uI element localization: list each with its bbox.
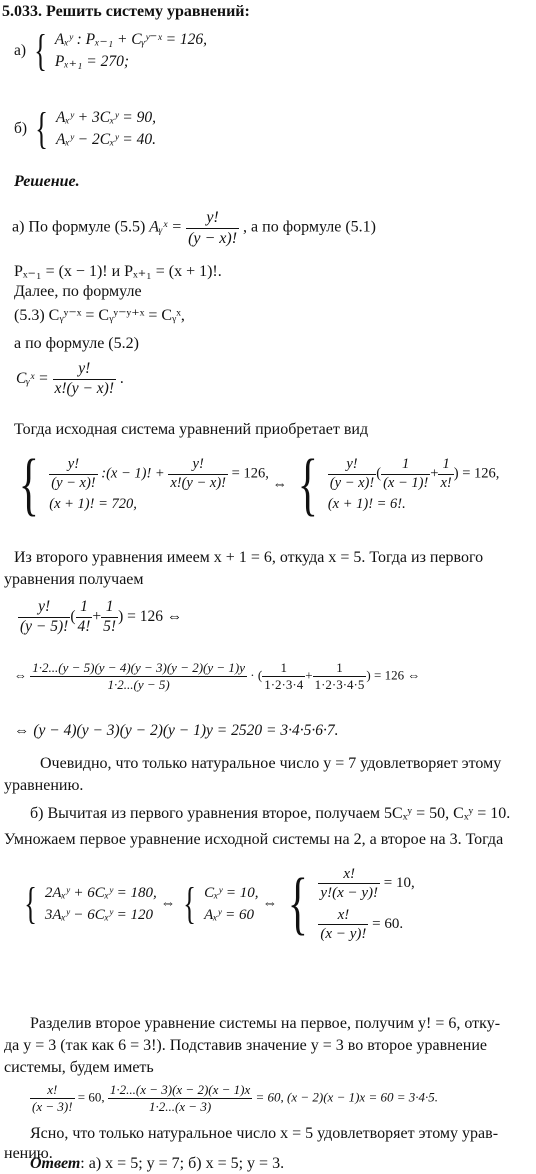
- iff-symbol: ⇔: [272, 476, 287, 493]
- equation: 2Aₓʸ + 6Cₓʸ = 180,: [44, 885, 157, 902]
- numerator: y!: [18, 598, 70, 618]
- numerator: 1: [438, 456, 453, 475]
- line-16: системы, будем иметь: [4, 1059, 154, 1076]
- fraction: [108, 1082, 252, 1115]
- fraction: [313, 660, 367, 693]
- line-15: да y = 3 (так как 6 = 3!). Подставив значение y = 3 во второе уравнение: [4, 1037, 488, 1054]
- equation: Aₓʸ = 60: [204, 906, 254, 923]
- line-7: Тогда исходная система уравнений приобретает вид: [14, 421, 369, 438]
- text: а) По формуле (5.5): [12, 218, 146, 236]
- line-14: Разделив второе уравнение системы на первое, получим y! = 6, отку-: [30, 1015, 501, 1032]
- brace-icon: {: [297, 446, 318, 523]
- line-4: (5.3) Cᵧʸ⁻ˣ = Cᵧʸ⁻ʸ⁺ˣ = Cᵧˣ,: [14, 307, 185, 324]
- denominator: 4!: [77, 617, 91, 635]
- text: ·: [250, 667, 255, 683]
- denominator: x!(y − x)!: [170, 475, 227, 492]
- text: +: [305, 667, 313, 683]
- text: = 60, (x − 2)(x − 1)x = 60 = 3·4·5.: [255, 1089, 438, 1105]
- system-a-label: а): [14, 41, 27, 59]
- brace-icon: {: [24, 879, 37, 929]
- text: .: [119, 369, 124, 387]
- numerator: y!: [328, 456, 376, 475]
- numerator: 1·2...(y − 5)(y − 4)(y − 3)(y − 2)(y − 1)y: [32, 660, 246, 675]
- numerator: y!: [186, 208, 239, 229]
- denominator: x!(y − x)!: [54, 379, 114, 397]
- line-5: а по формуле (5.2): [14, 335, 139, 352]
- brace-icon: {: [183, 879, 197, 929]
- denominator: 1·2·3·4·5: [314, 676, 365, 692]
- formula-lhs: Aᵧˣ =: [149, 218, 183, 236]
- text: :(x − 1)! +: [101, 465, 165, 482]
- denominator: (x − 1)!: [383, 475, 429, 492]
- numerator: y!: [53, 360, 117, 380]
- fraction: [438, 456, 453, 492]
- line-2: Pₓ₋₁ = (x − 1)! и Pₓ₊₁ = (x + 1)!.: [14, 263, 222, 280]
- iff-symbol: ⇔: [262, 895, 278, 912]
- equation-e3: ⇔ (y − 4)(y − 3)(y − 2)(y − 1)y = 2520 = 3·4·5·6·7.: [14, 722, 339, 739]
- denominator: y!(x − y)!: [320, 885, 378, 902]
- numerator: 1: [313, 660, 367, 677]
- text: = 10,: [383, 875, 415, 892]
- fraction: [49, 456, 97, 492]
- numerator: 1: [262, 660, 305, 677]
- line-18: нению.: [4, 1145, 53, 1162]
- numerator: y!: [49, 456, 97, 475]
- fraction: [381, 456, 430, 492]
- line-8: Из второго уравнения имеем x + 1 = 6, откуда x = 5. Тогда из первого: [14, 549, 484, 566]
- denominator: (x − y)!: [320, 925, 367, 942]
- numerator: 1: [76, 598, 93, 618]
- equation: (x + 1)! = 720,: [49, 495, 137, 512]
- brace-icon: {: [18, 446, 39, 523]
- fraction: [76, 598, 93, 637]
- denominator: 1·2...(x − 3): [148, 1098, 212, 1114]
- formula-5-2: [16, 360, 124, 399]
- line-11: уравнению.: [4, 777, 84, 794]
- system-a: [14, 28, 207, 75]
- equation: 3Aₓʸ − 6Cₓʸ = 120: [44, 906, 153, 923]
- numerator: 1: [101, 598, 118, 618]
- fraction: [328, 456, 376, 492]
- line-3: Далее, по формуле: [14, 283, 142, 300]
- text: = 126 ⇔: [373, 667, 421, 683]
- line-12: б) Вычитая из первого уравнения второе, получаем 5Cₓʸ = 50, Cₓʸ = 10.: [30, 805, 511, 822]
- system-b-eq2: Aₓʸ − 2Cₓʸ = 40.: [55, 130, 156, 148]
- system-b-transform: [20, 862, 415, 946]
- text: ⇔: [14, 667, 27, 683]
- line-10: Очевидно, что только натуральное число y = 7 удовлетворяет этому: [40, 755, 502, 772]
- line-9: уравнения получаем: [4, 571, 144, 588]
- fraction: [262, 660, 305, 693]
- brace-icon: {: [35, 104, 48, 154]
- numerator: y!: [168, 456, 228, 475]
- text: = 60,: [77, 1089, 105, 1105]
- fraction: [186, 208, 239, 248]
- text: = 126,: [231, 465, 269, 482]
- text: +: [92, 607, 102, 625]
- system-b-eq1: Aₓʸ + 3Cₓʸ = 90,: [55, 109, 156, 126]
- formula-lhs: Cᵧˣ =: [16, 369, 49, 387]
- answer-text: : а) x = 5; y = 7; б) x = 5; y = 3.: [80, 1155, 285, 1172]
- numerator: 1: [381, 456, 430, 475]
- fraction: [30, 1082, 75, 1115]
- denominator: 5!: [103, 617, 117, 635]
- fraction: [318, 906, 368, 944]
- system-a-eq1: Aₓʸ : Pₓ₋₁ + Cᵧʸ⁻ˣ = 126,: [54, 31, 208, 48]
- fraction: [101, 598, 118, 637]
- fraction: [318, 865, 380, 903]
- denominator: (y − x)!: [51, 475, 96, 492]
- fraction: [18, 598, 70, 637]
- system-b-label: б): [14, 119, 28, 137]
- fraction: [53, 360, 117, 399]
- system-a-eq2: Pₓ₊₁ = 270;: [54, 52, 129, 70]
- iff-symbol: ⇔: [160, 895, 176, 912]
- denominator: 1·2...(y − 5): [107, 676, 170, 692]
- text: = 126,: [462, 465, 500, 482]
- text: = 126 ⇔: [127, 607, 183, 625]
- text: +: [430, 465, 439, 482]
- answer-label: Ответ: [30, 1155, 81, 1172]
- numerator: x!: [30, 1082, 75, 1099]
- brace-icon: {: [287, 865, 308, 943]
- equation-final: [30, 1082, 438, 1115]
- denominator: (y − x)!: [188, 229, 238, 247]
- numerator: 1·2...(x − 3)(x − 2)(x − 1)x: [109, 1082, 251, 1097]
- denominator: (y − 5)!: [20, 617, 69, 635]
- denominator: x!: [440, 475, 452, 492]
- equation-e2: ⇔ $\frac{1\cdot 2...(y - 5)(y - 4)(y - 3)(y - 2)(y - 1)y}{1\cdot 2...(y - 5)}$ · ( $\frac{1}{1\cdot 2\cdot 3\cdot 4}$ + $\frac{1}{1\cdot 2\cdot 3\cdot 4\cdot 5}$ ) = 126 ⇔: [14, 660, 421, 692]
- text: , а по формуле (5.1): [243, 218, 376, 236]
- text: = 60.: [372, 915, 404, 932]
- equation: Cₓʸ = 10,: [204, 885, 259, 902]
- system-b: [14, 106, 156, 153]
- equation-e1: $\frac{y!}{(y - 5)!}$ ( $\frac{1}{4!}$ + $\frac{1}{5!}$ ) = 126 ⇔: [20, 598, 183, 635]
- brace-icon: {: [34, 26, 47, 76]
- equation: (x + 1)! = 6!.: [327, 495, 406, 512]
- problem-title: 5.033. Решить систему уравнений:: [2, 3, 250, 20]
- formula-5-5-line: [12, 208, 376, 248]
- line-17: Ясно, что только натуральное число x = 5 удовлетворяет этому урав-: [30, 1125, 499, 1142]
- denominator: (y − x)!: [329, 475, 375, 492]
- answer: [30, 1154, 284, 1174]
- transformed-system: { $\frac{y!}{(y - x)!}$ :(x − 1)! + $\frac{y!}{x!(y - x)!}$ = 126, (x + 1)! = 720, ⇔ { $\frac{y!}{(y - x)!}$ ( $\frac{1}{(x - 1)!}$ + $\frac{1}{x!}$ ) = 126, (x + 1)! = 6!.: [18, 446, 500, 523]
- denominator: 1·2·3·4: [264, 676, 304, 692]
- numerator: x!: [318, 906, 368, 925]
- fraction: [168, 456, 228, 492]
- line-13: Умножаем первое уравнение исходной системы на 2, а второе на 3. Тогда: [4, 831, 504, 848]
- denominator: (x − 3)!: [32, 1098, 73, 1114]
- numerator: x!: [318, 865, 380, 884]
- fraction: [30, 660, 247, 693]
- solution-heading: Решение.: [14, 173, 80, 190]
